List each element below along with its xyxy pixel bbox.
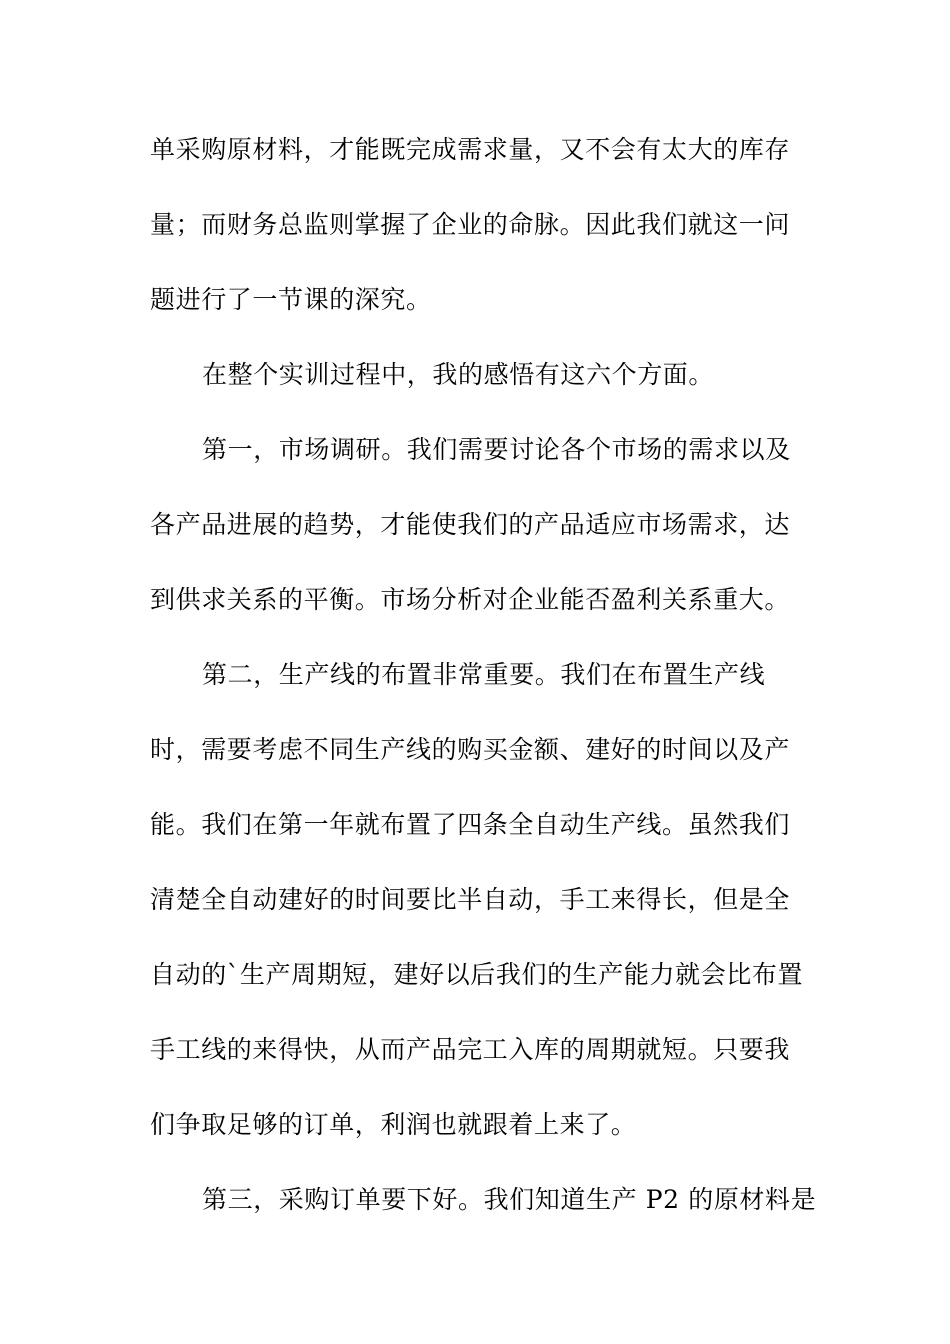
paragraph-3-line-1: 第三，采购订单要下好。我们知道生产 P2 的原材料是 (202, 1185, 817, 1214)
text-line-2: 量；而财务总监则掌握了企业的命脉。因此我们就这一问 (150, 210, 791, 239)
paragraph-intro: 在整个实训过程中，我的感悟有这六个方面。 (202, 360, 715, 389)
paragraph-2-line-3: 能。我们在第一年就布置了四条全自动生产线。虽然我们 (150, 810, 791, 839)
paragraph-2-line-1: 第二，生产线的布置非常重要。我们在布置生产线 (202, 660, 766, 689)
paragraph-2-line-6: 手工线的来得快，从而产品完工入库的周期就短。只要我 (150, 1035, 791, 1064)
paragraph-2-line-2: 时，需要考虑不同生产线的购买金额、建好的时间以及产 (150, 735, 791, 764)
paragraph-2-line-4: 清楚全自动建好的时间要比半自动，手工来得长，但是全 (150, 885, 791, 914)
text-line-1: 单采购原材料，才能既完成需求量，又不会有太大的库存 (150, 135, 791, 164)
paragraph-1-line-3: 到供求关系的平衡。市场分析对企业能否盈利关系重大。 (150, 585, 791, 614)
paragraph-2-line-7: 们争取足够的订单，利润也就跟着上来了。 (150, 1110, 637, 1139)
paragraph-1-line-2: 各产品进展的趋势，才能使我们的产品适应市场需求，达 (150, 510, 791, 539)
paragraph-2-line-5: 自动的`生产周期短，建好以后我们的生产能力就会比布置 (150, 960, 804, 989)
paragraph-1-line-1: 第一，市场调研。我们需要讨论各个市场的需求以及 (202, 435, 791, 464)
text-line-3: 题进行了一节课的深究。 (150, 285, 432, 314)
